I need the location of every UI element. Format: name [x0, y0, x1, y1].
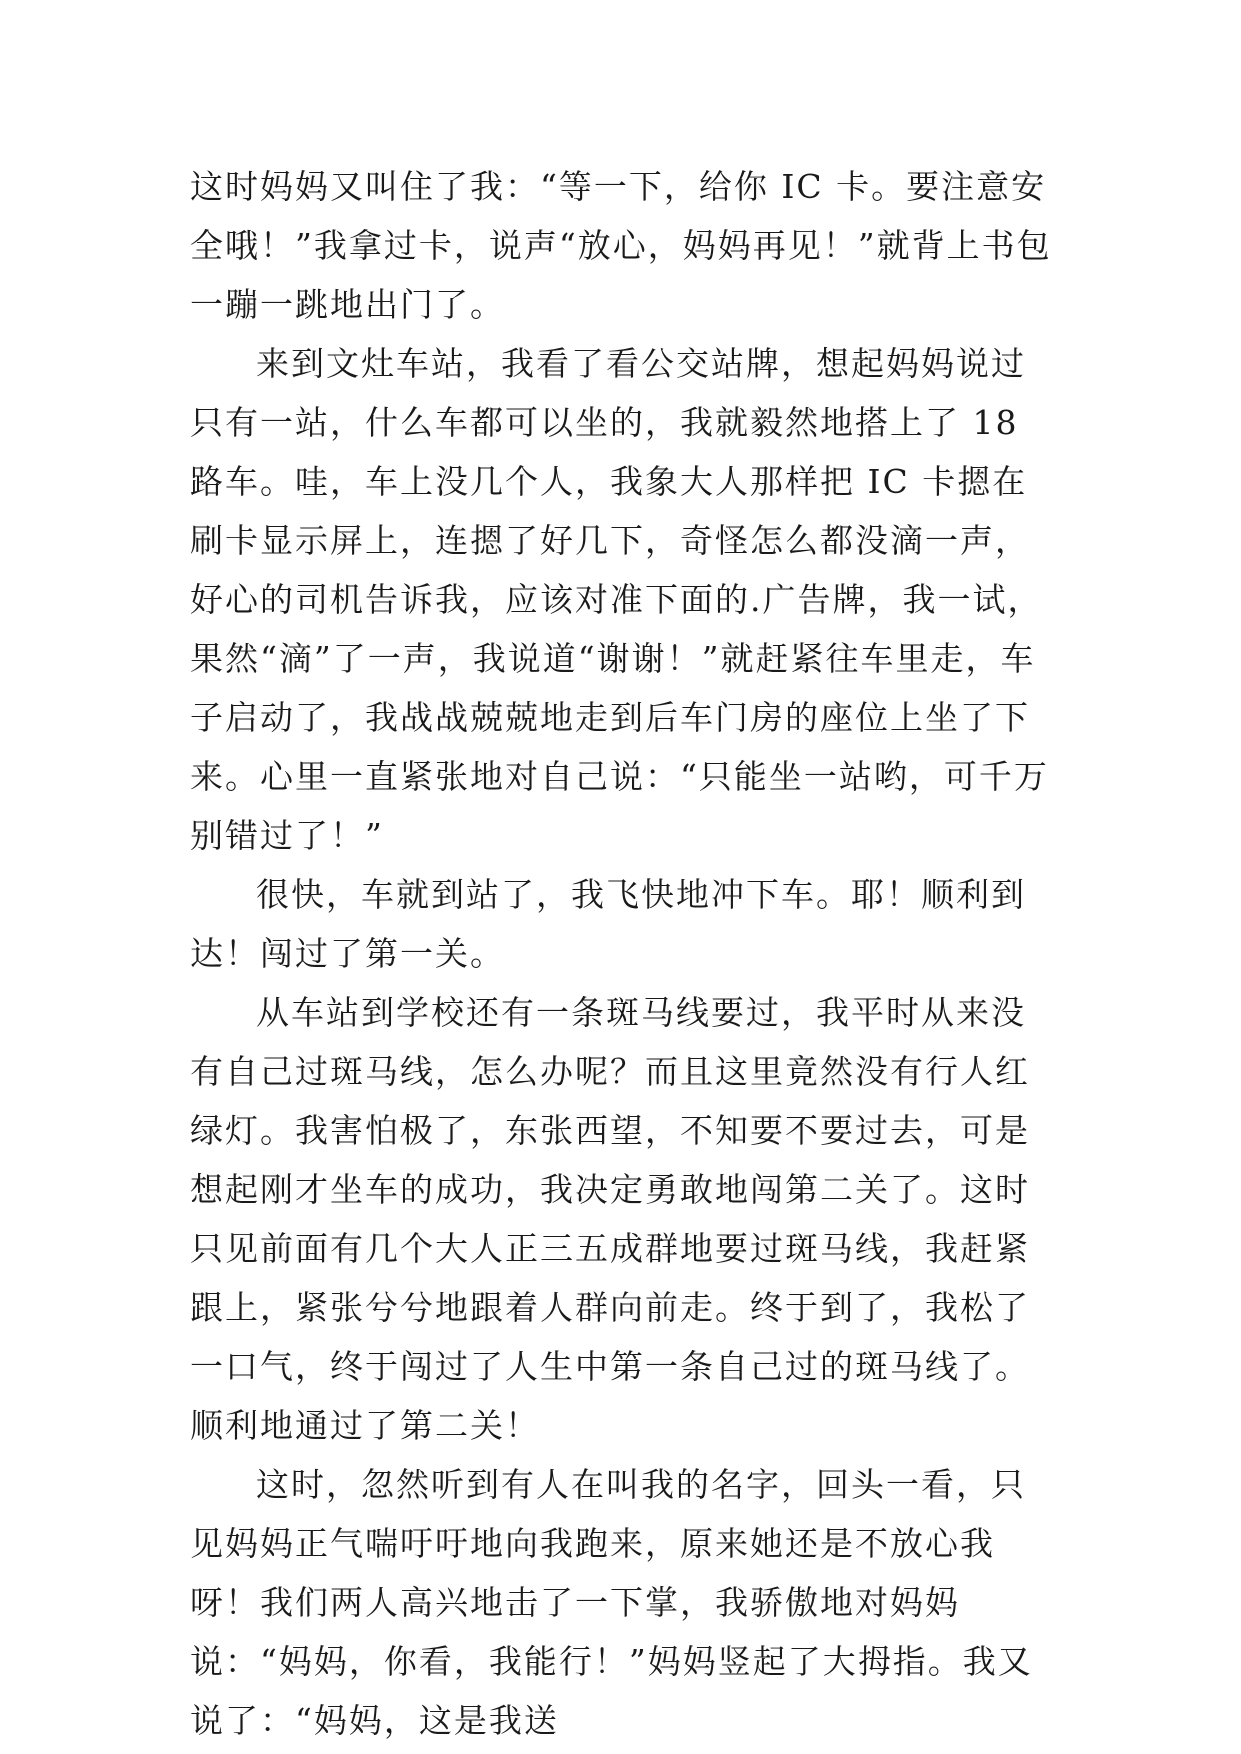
paragraph-1: 这时妈妈又叫住了我：“等一下，给你 IC 卡。要注意安全哦！”我拿过卡，说声“放心，妈妈再见！”就背上书包一蹦一跳地出门了。: [190, 167, 1052, 324]
paragraph-4: 从车站到学校还有一条斑马线要过，我平时从来没有自己过斑马线，怎么办呢？而且这里竟然没有行人红绿灯。我害怕极了，东张西望，不知要不要过去，可是想起刚才坐车的成功，我决定勇敢地闯第二关了。这时只见前面有几个大人正三五成群地要过斑马线，我赶紧跟上，紧张兮兮地跟着人群向前走。终于到了，我松了一口气，终于闯过了人生中第一条自己过的斑马线了。顺利地通过了第二关！: [190, 993, 1030, 1445]
paragraph-2: 来到文灶车站，我看了看公交站牌，想起妈妈说过只有一站，什么车都可以坐的，我就毅然地搭上了 18 路车。哇，车上没几个人，我象大人那样把 IC 卡摁在刷卡显示屏上，连摁了好几下，奇怪怎么都没滴一声，好心的司机告诉我，应该对准下面的.广告牌，我一试，果然“滴”了一声，我说道“谢谢！”就赶紧往车里走，车子启动了，我战战兢兢地走到后车门房的座位上坐了下来。心里一直紧张地对自己说：“只能坐一站哟，可千万别错过了！”: [190, 344, 1049, 855]
document-body: [190, 157, 1060, 1750]
paragraph-5: 这时，忽然听到有人在叫我的名字，回头一看，只见妈妈正气喘吁吁地向我跑来，原来她还是不放心我呀！我们两人高兴地击了一下掌，我骄傲地对妈妈说：“妈妈，你看，我能行！”妈妈竖起了大拇指。我又说了：“妈妈，这是我送: [190, 1465, 1033, 1740]
paragraph-3: 很快，车就到站了，我飞快地冲下车。耶！顺利到达！闯过了第一关。: [190, 875, 1026, 973]
